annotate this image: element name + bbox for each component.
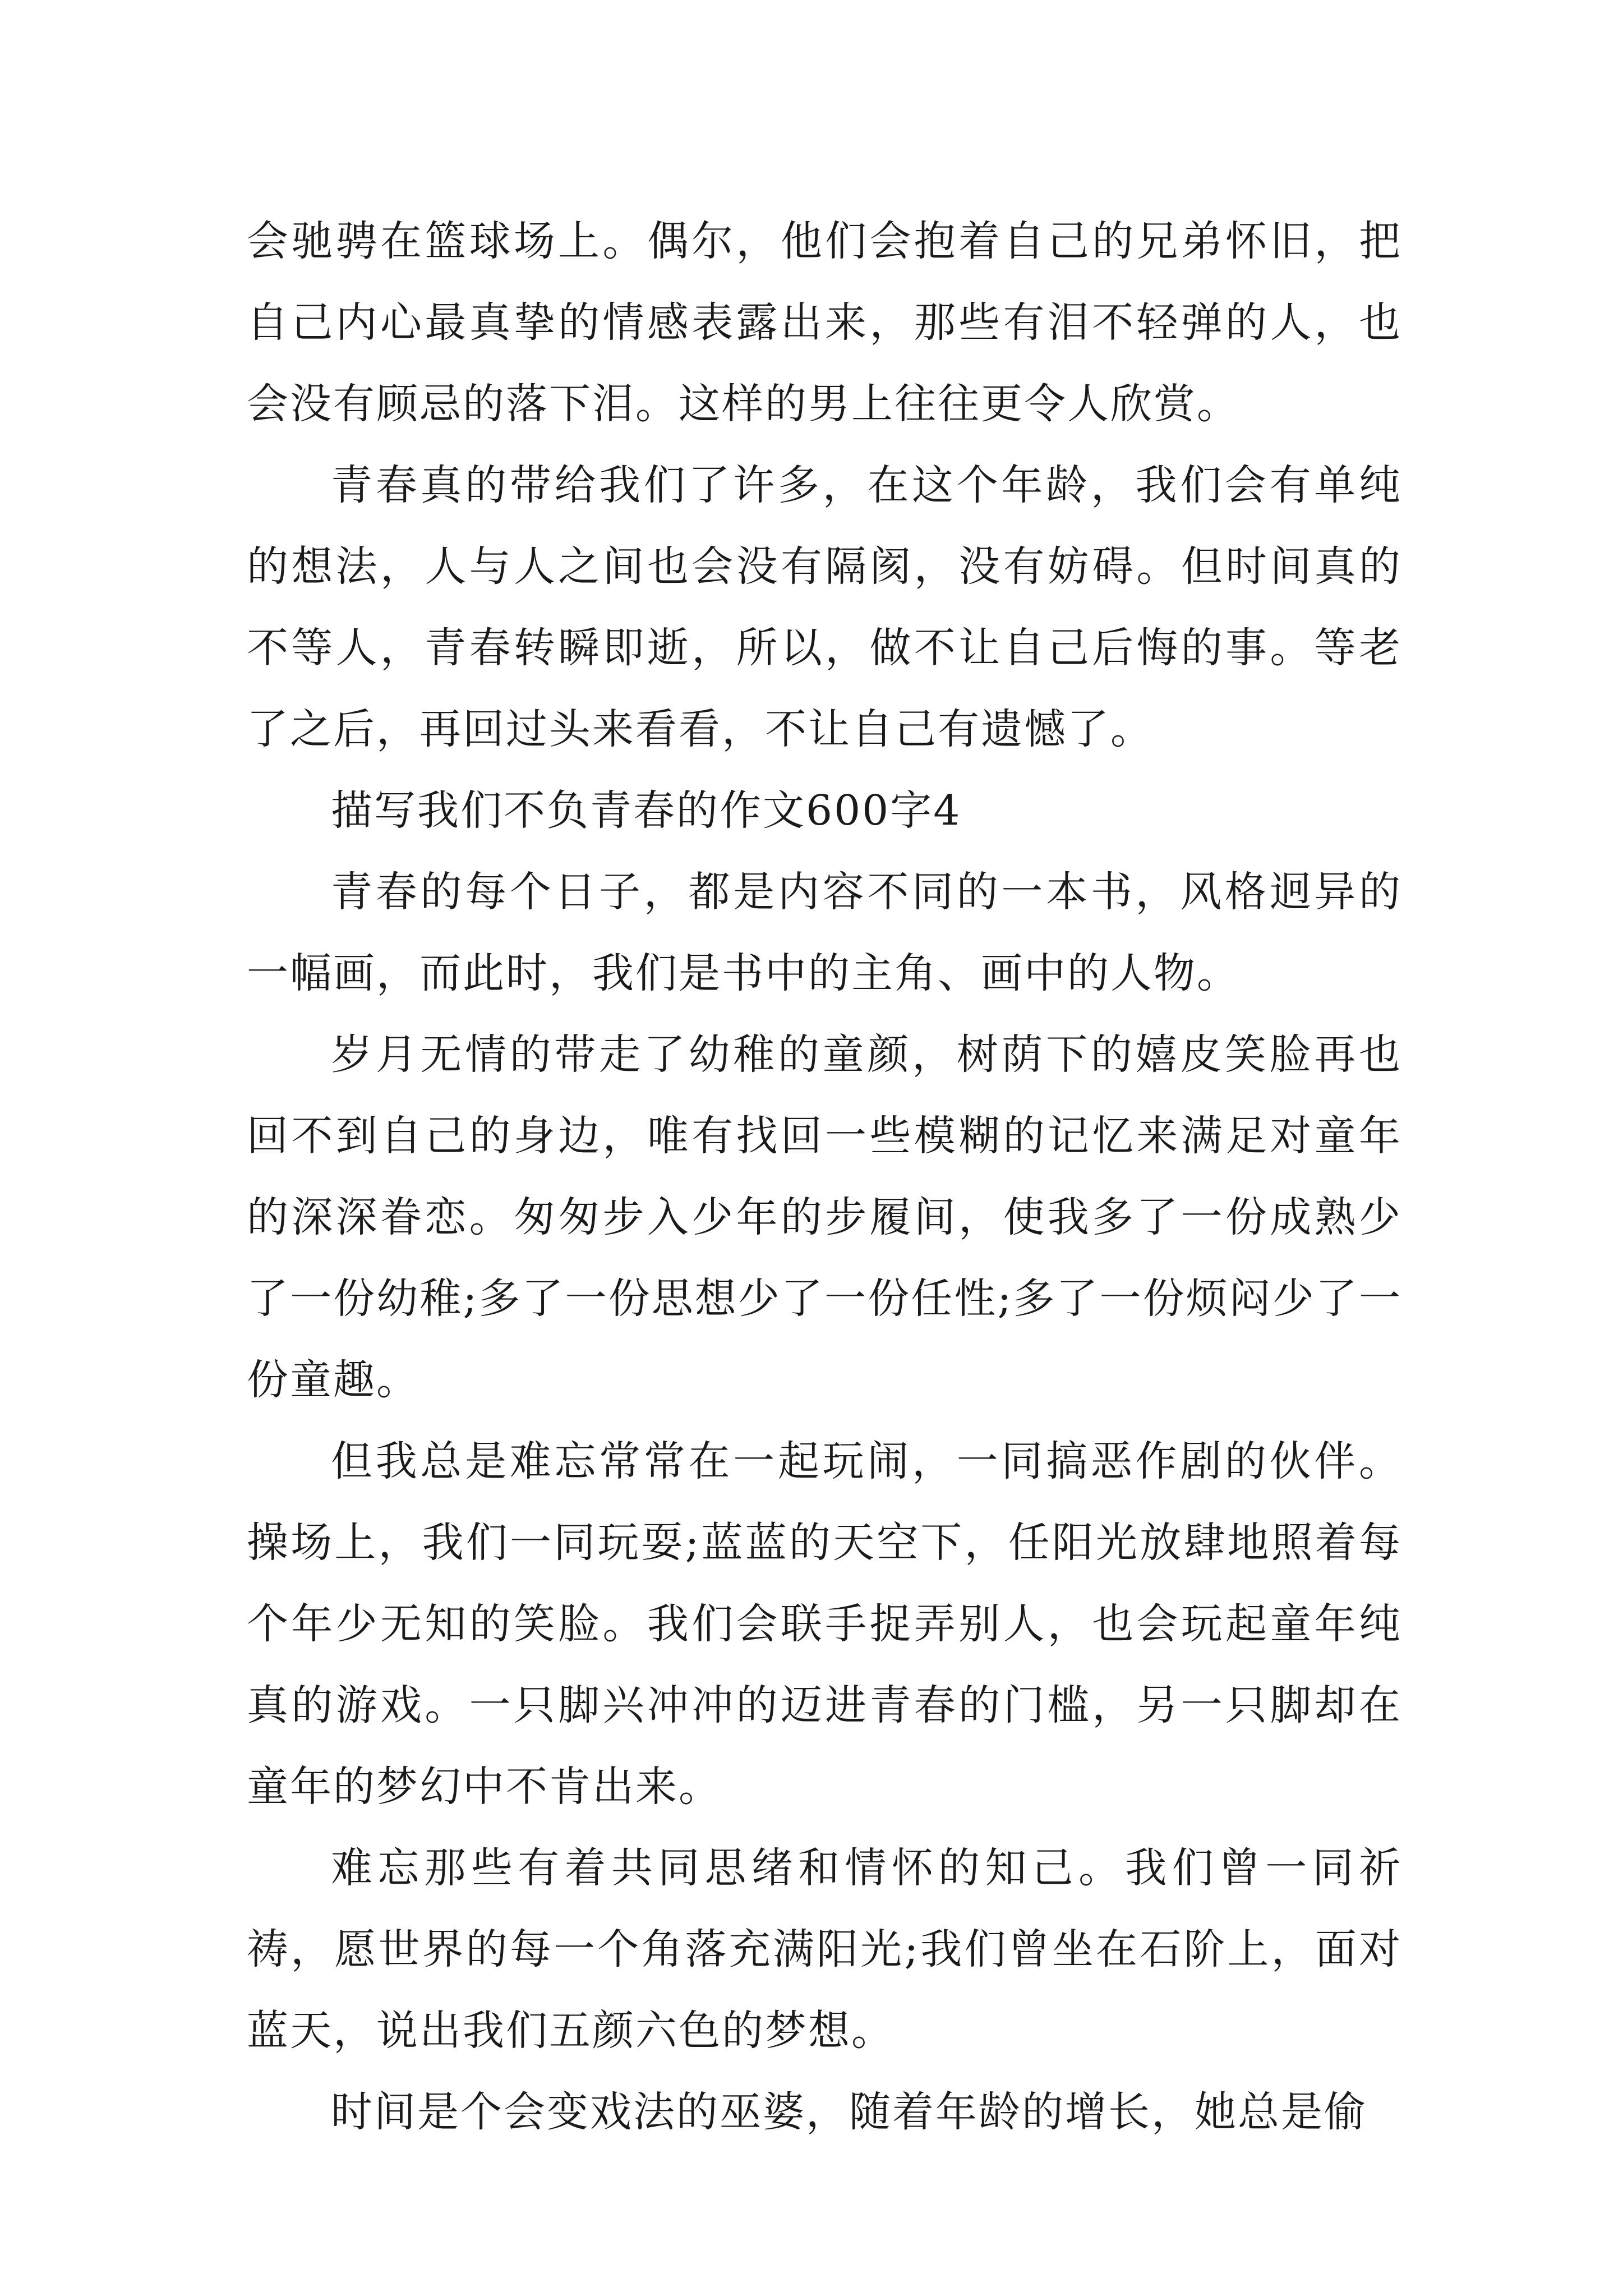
paragraph: 岁月无情的带走了幼稚的童颜，树荫下的嬉皮笑脸再也回不到自己的身边，唯有找回一些模糊的记忆来满足对童年的深深眷恋。匆匆步入少年的步履间，使我多了一份成熟少了一份幼稚;多了一份思想少了一份任性;多了一份烦闷少了一份童趣。 [247, 1030, 1402, 1404]
section-heading: 描写我们不负青春的作文600字4 [331, 786, 962, 835]
paragraph: 难忘那些有着共同思绪和情怀的知己。我们曾一同祈祷，愿世界的每一个角落充满阳光;我们曾坐在石阶上，面对蓝天，说出我们五颜六色的梦想。 [247, 1844, 1402, 2055]
paragraph: 时间是个会变戏法的巫婆，随着年龄的增长，她总是偷 [331, 2088, 1367, 2136]
paragraph: 但我总是难忘常常在一起玩闹，一同搞恶作剧的伙伴。操场上，我们一同玩耍;蓝蓝的天空下，任阳光放肆地照着每个年少无知的笑脸。我们会联手捉弄别人，也会玩起童年纯真的游戏。一只脚兴冲冲的迈进青春的门槛，另一只脚却在童年的梦幻中不肯出来。 [247, 1437, 1402, 1811]
paragraph: 会驰骋在篮球场上。偶尔，他们会抱着自己的兄弟怀旧，把自己内心最真挚的情感表露出来，那些有泪不轻弹的人，也会没有顾忌的落下泪。这样的男上往往更令人欣赏。 [247, 217, 1402, 428]
paragraph: 青春的每个日子，都是内容不同的一本书，风格迥异的一幅画，而此时，我们是书中的主角、画中的人物。 [247, 868, 1402, 997]
document-body [247, 201, 1402, 2153]
paragraph: 青春真的带给我们了许多，在这个年龄，我们会有单纯的想法，人与人之间也会没有隔阂，没有妨碍。但时间真的不等人，青春转瞬即逝，所以，做不让自己后悔的事。等老了之后，再回过头来看看，不让自己有遗憾了。 [247, 461, 1402, 753]
